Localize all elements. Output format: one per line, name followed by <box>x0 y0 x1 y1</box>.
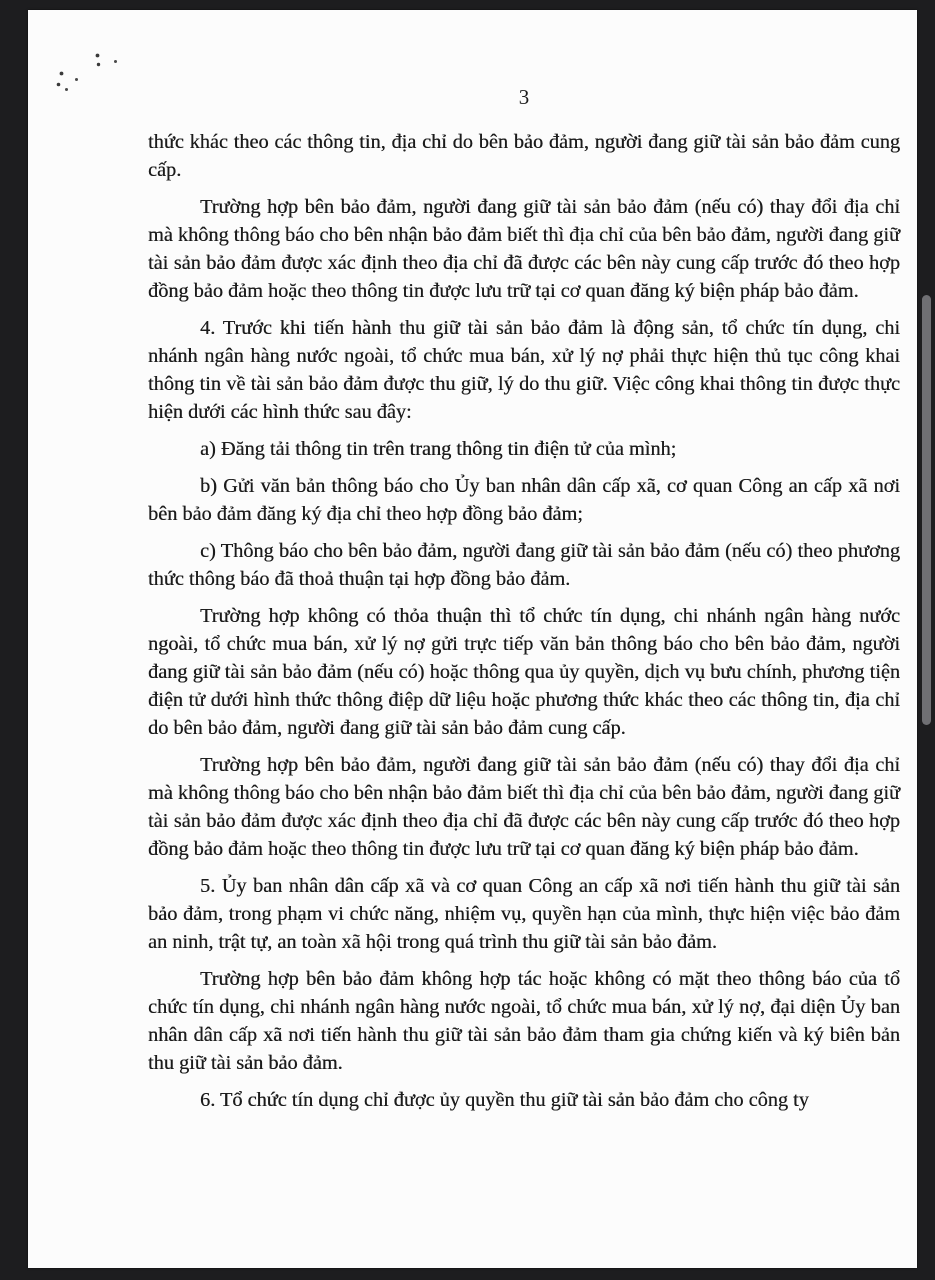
paragraph: Trường hợp bên bảo đảm không hợp tác hoặc không có mặt theo thông báo của tổ chức tín dụng, chi nhánh ngân hàng nước ngoài, tổ chức mua bán, xử lý nợ, đại diện Ủy ban nhân dân cấp xã nơi tiến hành thu giữ tài sản bảo đảm tham gia chứng kiến và ký biên bản thu giữ tài sản bảo đảm. <box>148 968 900 1074</box>
paragraph: b) Gửi văn bản thông báo cho Ủy ban nhân dân cấp xã, cơ quan Công an cấp xã nơi bên bảo đảm đăng ký địa chỉ theo hợp đồng bảo đảm; <box>148 475 900 525</box>
scanned-document-page <box>28 10 917 1268</box>
paragraph: 6. Tổ chức tín dụng chỉ được ủy quyền thu giữ tài sản bảo đảm cho công ty <box>200 1089 809 1111</box>
paragraph: Trường hợp bên bảo đảm, người đang giữ tài sản bảo đảm (nếu có) thay đổi địa chỉ mà không thông báo cho bên nhận bảo đảm biết thì địa chỉ của bên bảo đảm, người đang giữ tài sản bảo đảm được xác định theo địa chỉ đã được các bên này cung cấp trước đó theo hợp đồng bảo đảm hoặc theo thông tin được lưu trữ tại cơ quan đăng ký biện pháp bảo đảm. <box>148 754 900 860</box>
scan-speckles <box>28 10 31 13</box>
paragraph: 5. Ủy ban nhân dân cấp xã và cơ quan Công an cấp xã nơi tiến hành thu giữ tài sản bảo đảm, trong phạm vi chức năng, nhiệm vụ, quyền hạn của mình, thực hiện việc bảo đảm an ninh, trật tự, an toàn xã hội trong quá trình thu giữ tài sản bảo đảm. <box>148 875 900 953</box>
page-number: 3 <box>518 85 530 109</box>
scrollbar-track <box>919 0 935 1280</box>
paragraph: c) Thông báo cho bên bảo đảm, người đang giữ tài sản bảo đảm (nếu có) theo phương thức thông báo đã thoả thuận tại hợp đồng bảo đảm. <box>148 540 900 590</box>
scrollbar-thumb[interactable] <box>922 295 931 725</box>
paragraph: a) Đăng tải thông tin trên trang thông tin điện tử của mình; <box>200 438 677 460</box>
paragraph: thức khác theo các thông tin, địa chỉ do bên bảo đảm, người đang giữ tài sản bảo đảm cung cấp. <box>148 131 900 181</box>
paragraph: Trường hợp không có thỏa thuận thì tổ chức tín dụng, chi nhánh ngân hàng nước ngoài, tổ chức mua bán, xử lý nợ gửi trực tiếp văn bản thông báo cho bên bảo đảm, người đang giữ tài sản bảo đảm (nếu có) hoặc thông qua ủy quyền, dịch vụ bưu chính, phương tiện điện tử dưới hình thức thông điệp dữ liệu hoặc phương thức khác theo các thông tin, địa chỉ do bên bảo đảm, người đang giữ tài sản bảo đảm cung cấp. <box>148 605 900 739</box>
paragraph: Trường hợp bên bảo đảm, người đang giữ tài sản bảo đảm (nếu có) thay đổi địa chỉ mà không thông báo cho bên nhận bảo đảm biết thì địa chỉ của bên bảo đảm, người đang giữ tài sản bảo đảm được xác định theo địa chỉ đã được các bên này cung cấp trước đó theo hợp đồng bảo đảm hoặc theo thông tin được lưu trữ tại cơ quan đăng ký biện pháp bảo đảm. <box>148 196 900 302</box>
paragraph: 4. Trước khi tiến hành thu giữ tài sản bảo đảm là động sản, tổ chức tín dụng, chi nhánh ngân hàng nước ngoài, tổ chức mua bán, xử lý nợ phải thực hiện thủ tục công khai thông tin về tài sản bảo đảm được thu giữ, lý do thu giữ. Việc công khai thông tin được thực hiện dưới các hình thức sau đây: <box>148 317 900 423</box>
document-content <box>148 10 900 1123</box>
document-body <box>148 128 900 1114</box>
